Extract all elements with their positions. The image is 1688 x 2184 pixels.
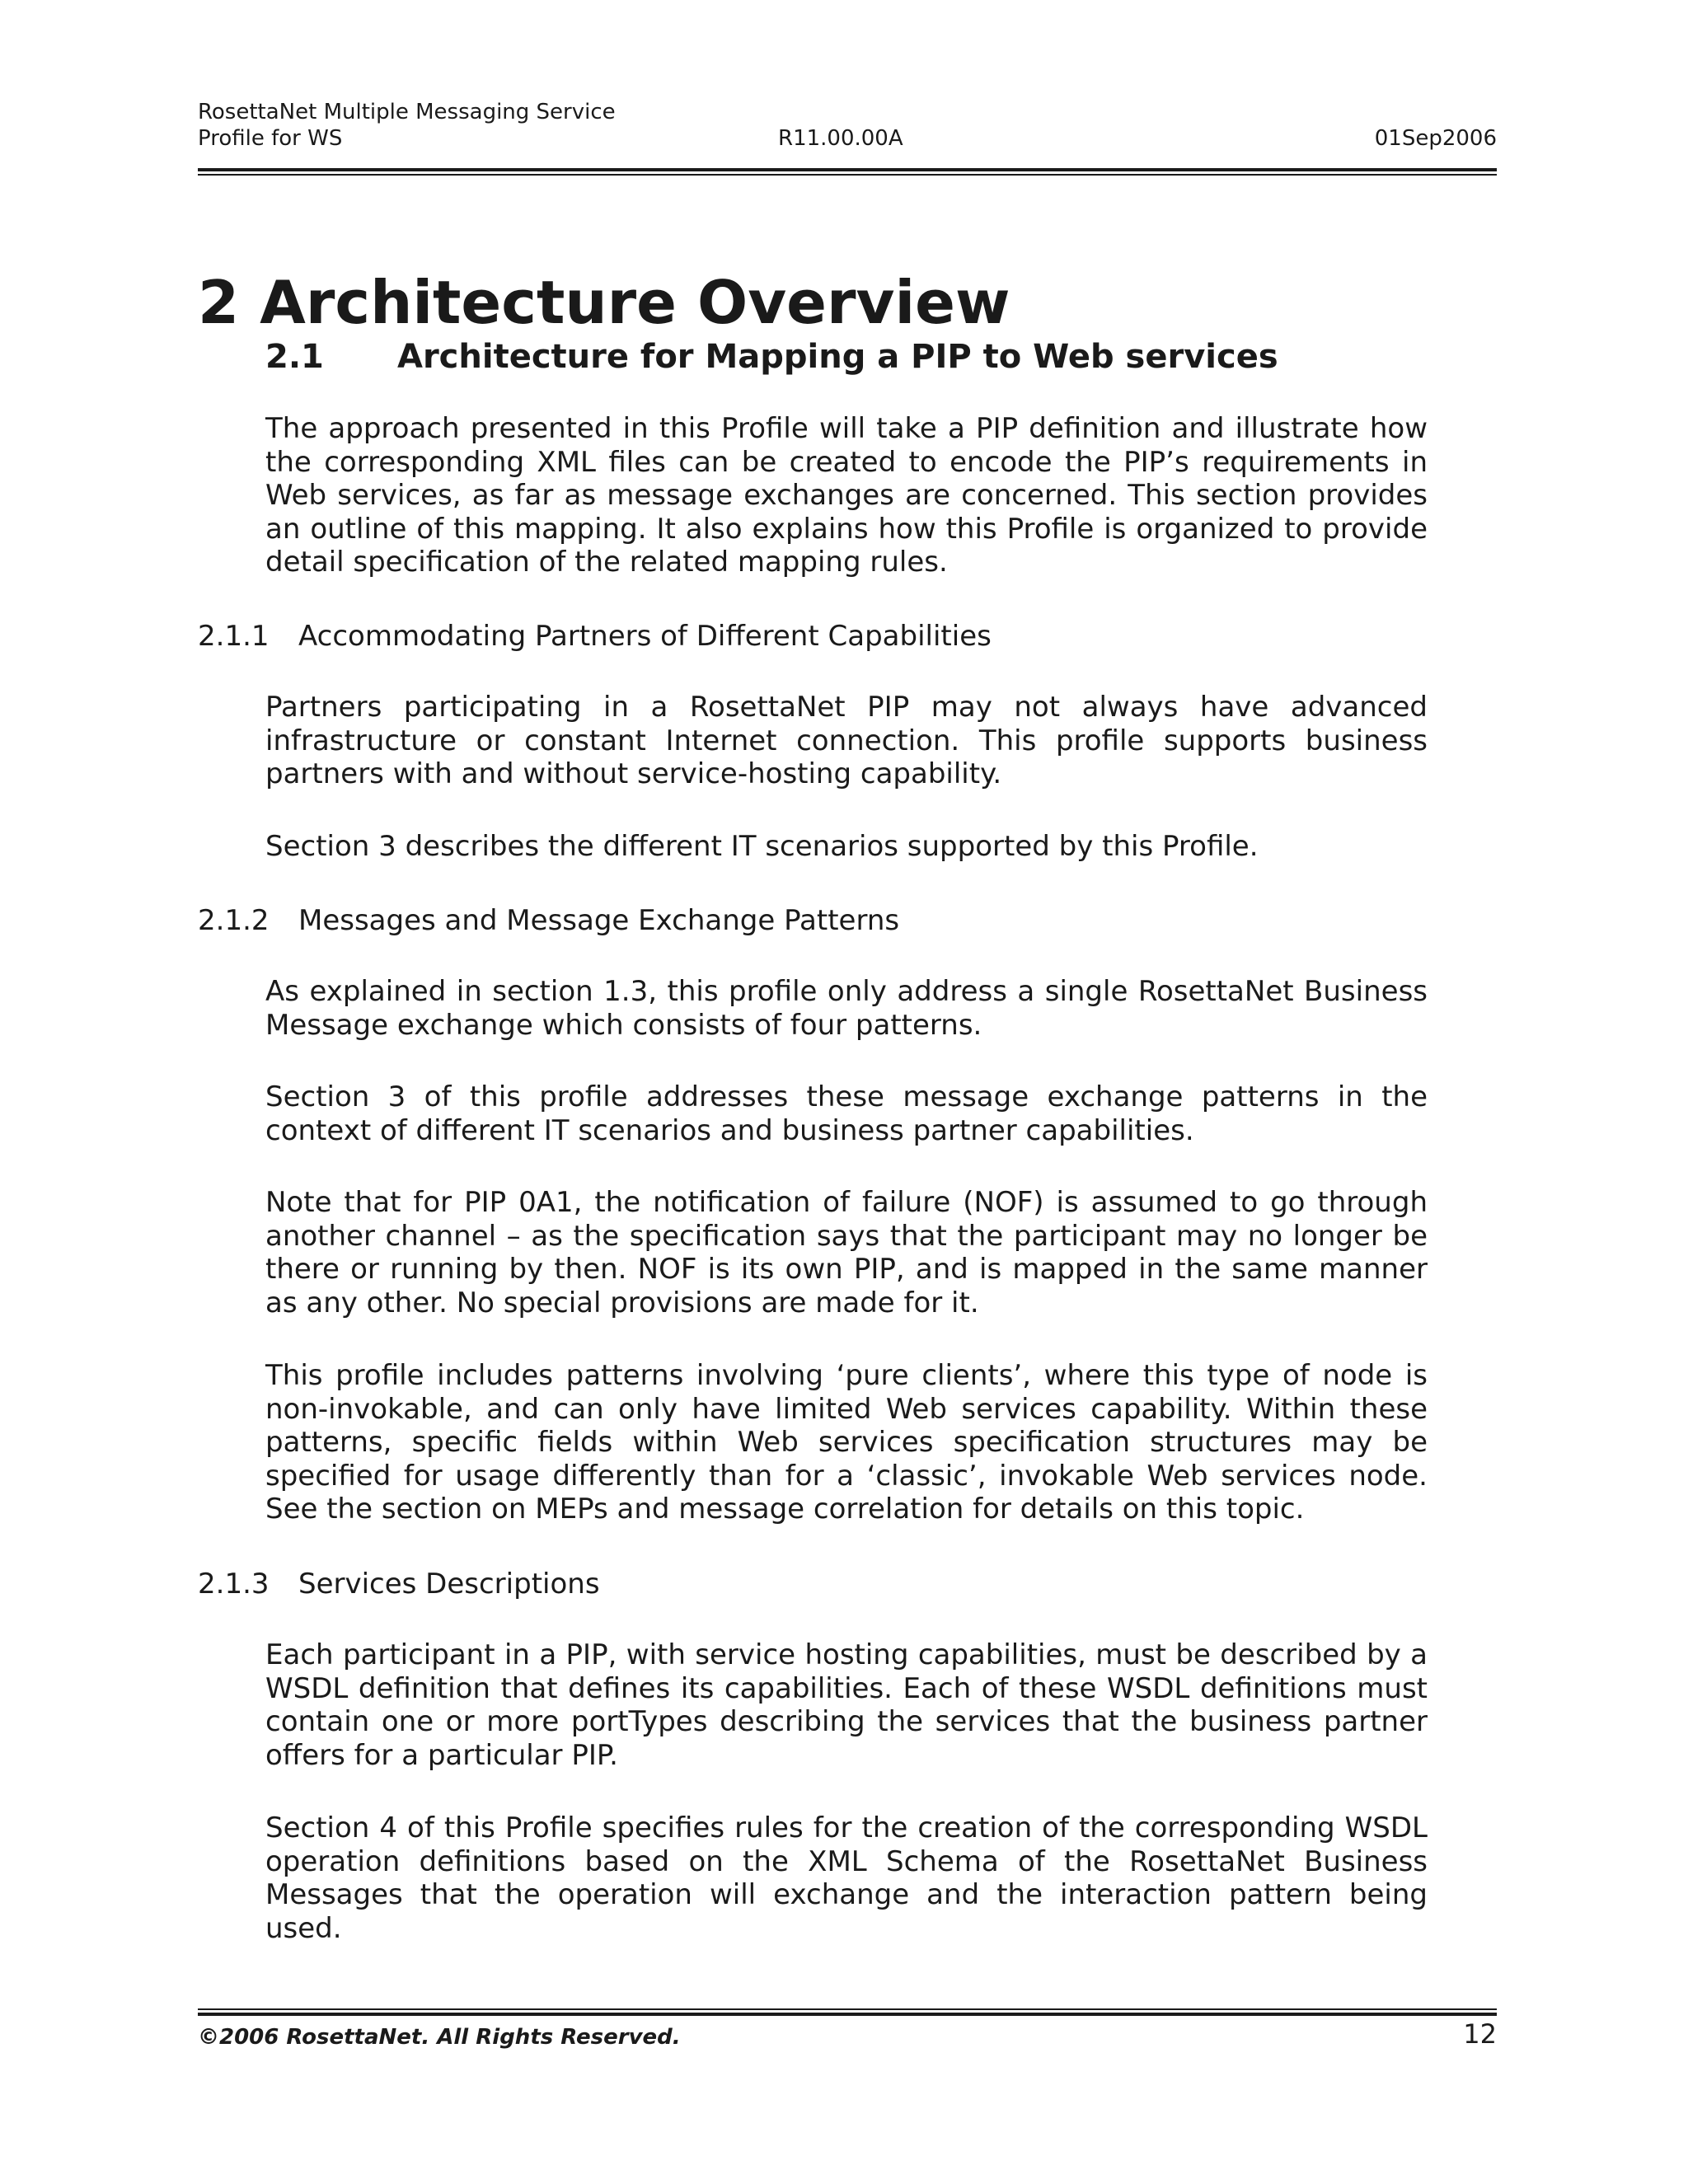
- header-version: R11.00.00A: [778, 126, 903, 151]
- subsection-title: Services Descriptions: [298, 1568, 600, 1601]
- header-rule-thick: [198, 168, 1497, 171]
- section-title: Architecture for Mapping a PIP to Web services: [397, 338, 1278, 376]
- footer-rule-thick: [198, 2013, 1497, 2016]
- paragraph: This profile includes patterns involving ‘pure clients’, where this type of node is non-invokable, and can only have limited Web services capability. Within these patterns, specific fields within Web services specification structures may be specified for usage differently than for a ‘classic’, invokable Web services node. See the section on MEPs and message correlation for details on this topic.: [265, 1359, 1428, 1526]
- paragraph: Section 3 of this profile addresses these message exchange patterns in the context of different IT scenarios and business partner capabilities.: [265, 1080, 1428, 1147]
- section-number: 2.1: [265, 338, 324, 376]
- header-title-line2: Profile for WS: [198, 126, 343, 151]
- header-rule-thin: [198, 174, 1497, 176]
- subsection-number: 2.1.2: [198, 904, 270, 937]
- subsection-number: 2.1.3: [198, 1568, 270, 1601]
- paragraph: Note that for PIP 0A1, the notification of failure (NOF) is assumed to go through another channel – as the specification says that the participant may no longer be there or running by then. NOF is its own PIP, and is mapped in the same manner as any other. No special provisions are made for it.: [265, 1186, 1428, 1319]
- chapter-title: 2 Architecture Overview: [198, 268, 1010, 337]
- paragraph: Partners participating in a RosettaNet PIP may not always have advanced infrastructure or constant Internet connection. This profile supports business partners with and without service-hosting capability.: [265, 691, 1428, 790]
- paragraph: Section 3 describes the different IT scenarios supported by this Profile.: [265, 830, 1259, 863]
- paragraph: As explained in section 1.3, this profile only address a single RosettaNet Business Message exchange which consists of four patterns.: [265, 975, 1428, 1042]
- subsection-heading-2-1-3: [198, 1566, 600, 1602]
- subsection-title: Accommodating Partners of Different Capabilities: [298, 620, 992, 653]
- intro-paragraph: The approach presented in this Profile will take a PIP definition and illustrate how the corresponding XML files can be created to encode the PIP’s requirements in Web services, as far as message exchanges are concerned. This section provides an outline of this mapping. It also explains how this Profile is organized to provide detail specification of the related mapping rules.: [265, 412, 1428, 579]
- paragraph: Each participant in a PIP, with service hosting capabilities, must be described by a WSDL definition that defines its capabilities. Each of these WSDL definitions must contain one or more portTypes describing the services that the business partner offers for a particular PIP.: [265, 1638, 1428, 1772]
- header-title-line1: RosettaNet Multiple Messaging Service: [198, 100, 616, 124]
- subsection-number: 2.1.1: [198, 620, 270, 653]
- paragraph: Section 4 of this Profile specifies rules for the creation of the corresponding WSDL operation definitions based on the XML Schema of the RosettaNet Business Messages that the operation will exchange and the interaction pattern being used.: [265, 1811, 1428, 1945]
- copyright-notice: ©2006 RosettaNet. All Rights Reserved.: [198, 2025, 681, 2050]
- footer-rule-thin: [198, 2008, 1497, 2010]
- header-date: 01Sep2006: [1374, 126, 1497, 151]
- page-number: 12: [1463, 2018, 1497, 2050]
- subsection-heading-2-1-1: [198, 618, 992, 654]
- subsection-heading-2-1-2: [198, 902, 899, 939]
- subsection-title: Messages and Message Exchange Patterns: [298, 904, 900, 937]
